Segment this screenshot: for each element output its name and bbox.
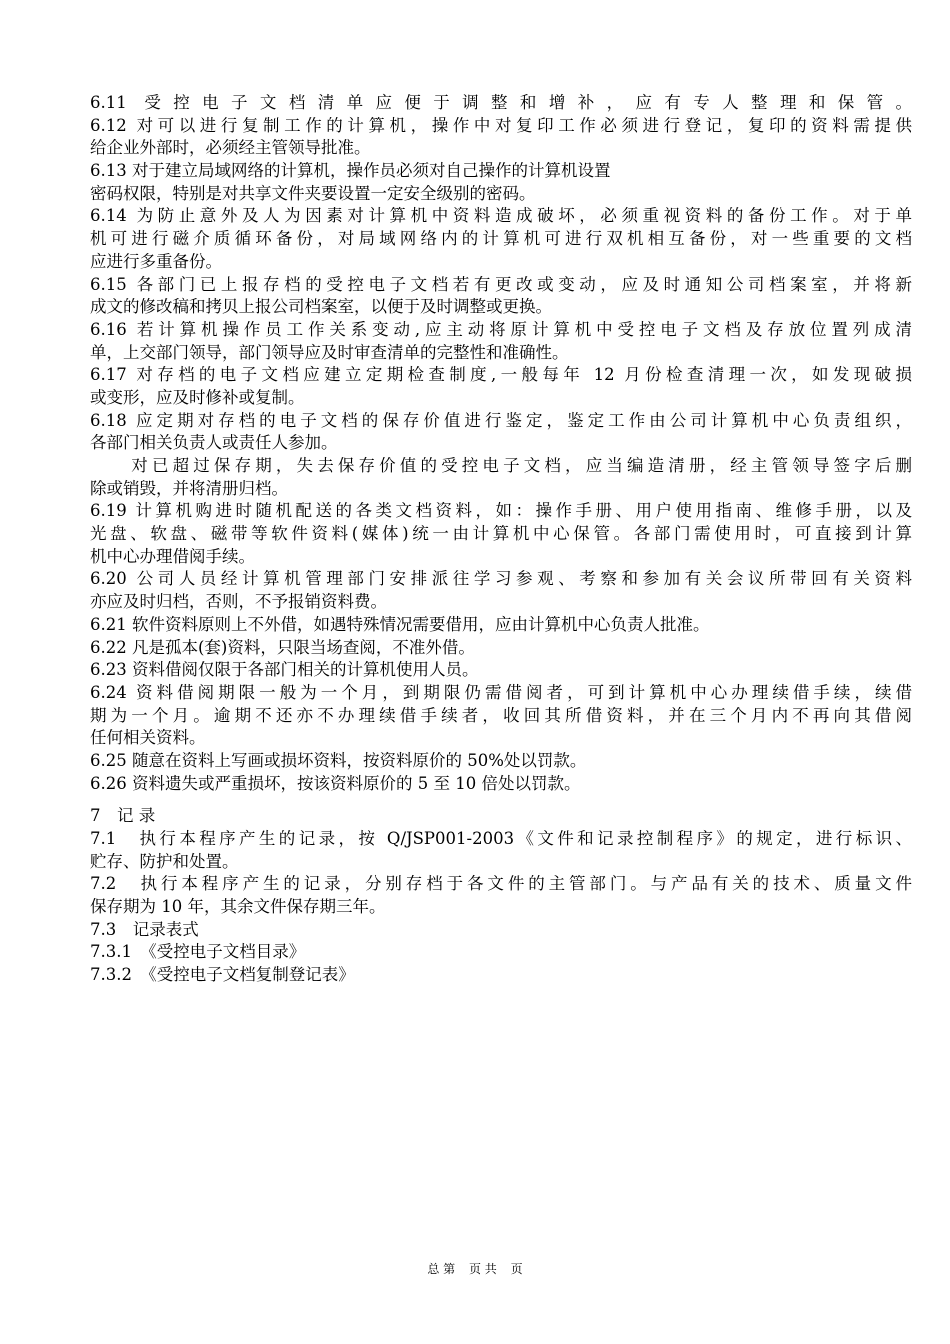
text-line: 6.15 各部门已上报存档的受控电子文档若有更改或变动，应及时通知公司档案室，并将新 xyxy=(90,274,912,294)
text-line: 6.24 资料借阅期限一般为一个月，到期限仍需借阅者，可到计算机中心办理续借手续，续借 xyxy=(90,682,912,702)
text-line: 密码权限，特别是对共享文件夹要设置一定安全级别的密码。 xyxy=(90,183,536,203)
text-line: 除或销毁，并将清册归档。 xyxy=(90,478,288,498)
text-line: 6.19 计算机购进时随机配送的各类文档资料，如：操作手册、用户使用指南、维修手册，以及 xyxy=(90,501,912,521)
text-line: 7.3.1 《受控电子文档目录》 xyxy=(90,942,306,962)
text-line: 7.2 执行本程序产生的记录，分别存档于各文件的主管部门。与产品有关的技术、质量文件 xyxy=(90,874,912,894)
text-line: 光盘、软盘、磁带等软件资料(媒体)统一由计算机中心保管。各部门需使用时，可直接到计算 xyxy=(90,524,912,544)
text-line: 机中心办理借阅手续。 xyxy=(90,546,255,566)
text-line: 或变形，应及时修补或复制。 xyxy=(90,387,305,407)
text-line: 6.11 受控电子文档清单应便于调整和增补，应有专人整理和保管。 xyxy=(90,93,912,112)
text-line: 7.1 执行本程序产生的记录，按 Q/JSP001-2003《文件和记录控制程序》的规定，进行标识、 xyxy=(90,829,912,848)
text-line: 6.21 软件资料原则上不外借，如遇特殊情况需要借用，应由计算机中心负责人批准。 xyxy=(90,614,710,634)
text-line: 各部门相关负责人或责任人参加。 xyxy=(90,433,338,453)
text-line: 对已超过保存期，失去保存价值的受控电子文档，应当编造清册，经主管领导签字后删 xyxy=(90,456,912,475)
text-line: 单，上交部门领导，部门领导应及时审查清单的完整性和准确性。 xyxy=(90,342,569,362)
text-line: 6.26 资料遗失或严重损坏，按该资料原价的 5 至 10 倍处以罚款。 xyxy=(90,773,581,793)
text-line: 6.18 应定期对存档的电子文档的保存价值进行鉴定，鉴定工作由公司计算机中心负责组织， xyxy=(90,410,912,430)
text-line: 贮存、防护和处置。 xyxy=(90,851,239,871)
text-line: 6.12 对可以进行复制工作的计算机，操作中对复印工作必须进行登记，复印的资料需提供 xyxy=(90,115,912,135)
footer-page-label: 页 共 xyxy=(468,1262,497,1276)
text-line: 6.14 为防止意外及人为因素对计算机中资料造成破坏，必须重视资料的备份工作。对于单 xyxy=(90,206,912,226)
text-line: 6.23 资料借阅仅限于各部门相关的计算机使用人员。 xyxy=(90,660,479,680)
text-line: 成文的修改稿和拷贝上报公司档案室，以便于及时调整或更换。 xyxy=(90,297,552,317)
footer-page-suffix: 页 xyxy=(510,1262,523,1276)
footer-total-label: 总 第 xyxy=(427,1262,456,1276)
text-line: 6.25 随意在资料上写画或损坏资料，按资料原价的 50%处以罚款。 xyxy=(90,750,587,770)
text-line: 6.13 对于建立局域网络的计算机，操作员必须对自己操作的计算机设置 xyxy=(90,161,611,181)
text-line: 6.16 若计算机操作员工作关系变动,应主动将原计算机中受控电子文档及存放位置列成清 xyxy=(90,319,912,339)
section-heading: 7 记 录 xyxy=(90,806,156,826)
text-line: 期为一个月。逾期不还亦不办理续借手续者，收回其所借资料，并在三个月内不再向其借阅 xyxy=(90,705,912,725)
section-6-continued xyxy=(90,92,912,795)
text-line: 亦应及时归档，否则，不予报销资料费。 xyxy=(90,592,387,612)
text-line: 7.3.2 《受控电子文档复制登记表》 xyxy=(90,965,355,985)
text-line: 6.22 凡是孤本(套)资料，只限当场查阅，不准外借。 xyxy=(90,637,475,657)
text-line: 7.3 记录表式 xyxy=(90,919,199,939)
text-line: 任何相关资料。 xyxy=(90,728,206,748)
text-line: 保存期为 10 年，其余文件保存期三年。 xyxy=(90,897,386,917)
text-line: 应进行多重备份。 xyxy=(90,251,222,271)
text-line: 6.17 对存档的电子文档应建立定期检查制度,一般每年 12 月份检查清理一次，如发现破损 xyxy=(90,365,912,385)
page-footer xyxy=(0,1260,950,1277)
section-7-records xyxy=(90,805,912,987)
text-line: 机可进行磁介质循环备份，对局域网络内的计算机可进行双机相互备份，对一些重要的文档 xyxy=(90,229,912,249)
text-line: 6.20 公司人员经计算机管理部门安排派往学习参观、考察和参加有关会议所带回有关资料 xyxy=(90,569,912,589)
text-line: 给企业外部时，必须经主管领导批准。 xyxy=(90,138,371,158)
document-body xyxy=(90,92,912,987)
